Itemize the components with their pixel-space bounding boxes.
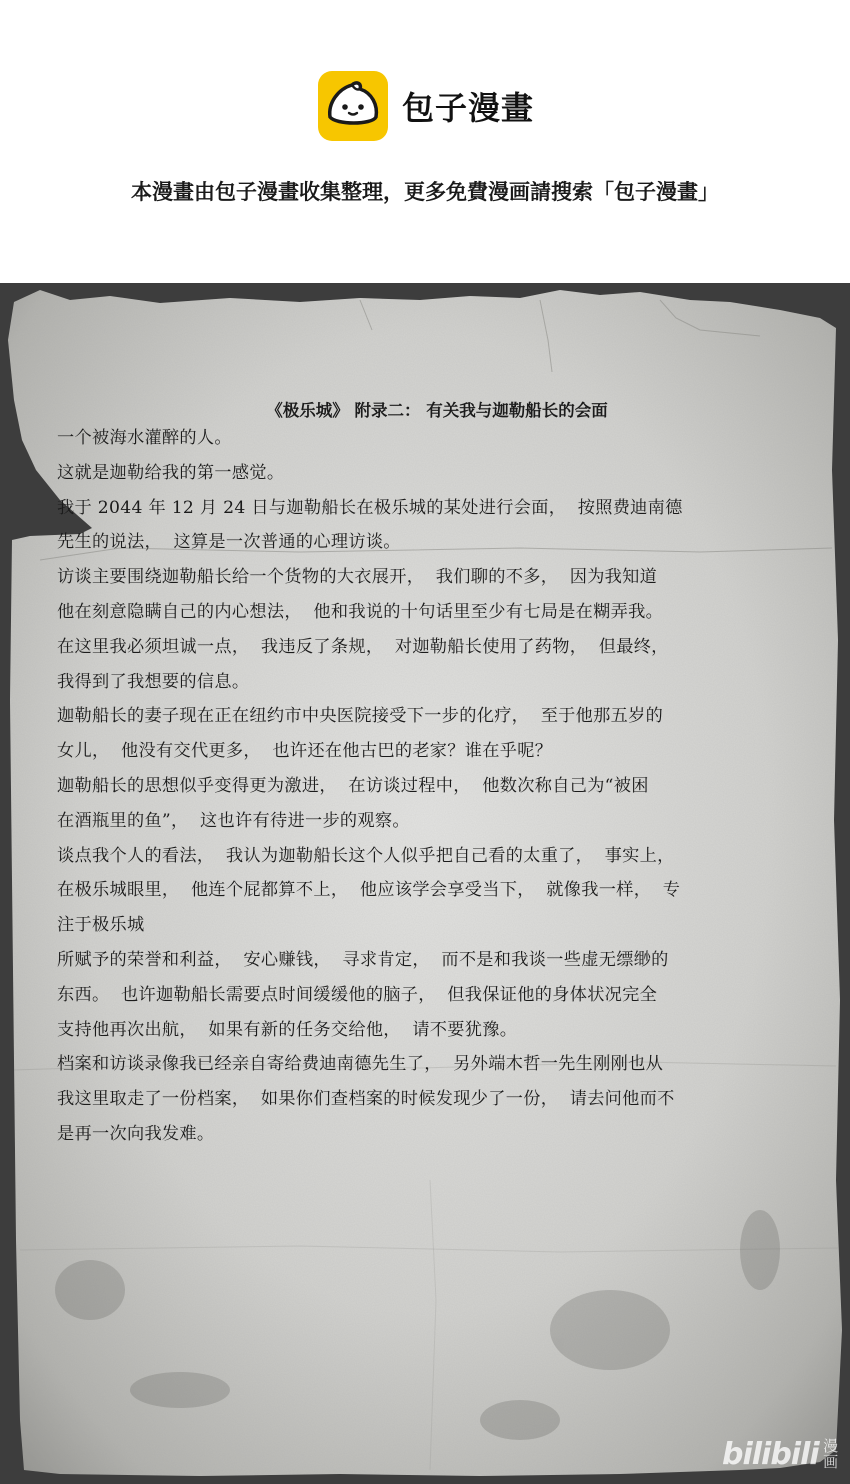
letter-body	[57, 397, 797, 1152]
letter-line: 支持他再次出航， 如果有新的任务交给他， 请不要犹豫。	[57, 1019, 518, 1040]
banner-notice: 本漫畫由包子漫畫收集整理，更多免費漫画請搜索「包子漫畫」	[131, 180, 719, 204]
letter-line: 在这里我必须坦诚一点， 我违反了条规， 对迦勒船长使用了药物， 但最终，	[57, 636, 669, 657]
letter-line: 访谈主要围绕迦勒船长给一个货物的大衣展开， 我们聊的不多， 因为我知道	[57, 567, 658, 588]
brand-name: 包子漫畫	[402, 89, 535, 127]
letter-line: 所赋予的荣誉和利益， 安心赚钱， 寻求肯定， 而不是和我谈一些虚无缥缈的	[57, 949, 669, 970]
letter-line: 我这里取走了一份档案， 如果你们查档案的时候发现少了一份， 请去问他而不	[57, 1089, 675, 1110]
letter-line: 迦勒船长的思想似乎变得更为激进， 在访谈过程中， 他数次称自己为“被困	[57, 775, 649, 796]
letter-line: 女儿， 他没有交代更多， 也许还在他古巴的老家？谁在乎呢？	[57, 741, 553, 762]
letter-line: 这就是迦勒给我的第一感觉。	[57, 462, 285, 483]
letter-line: 注于极乐城	[57, 915, 145, 936]
letter-line: 我得到了我想要的信息。	[57, 671, 250, 692]
letter-line: 谈点我个人的看法， 我认为迦勒船长这个人似乎把自己看的太重了， 事实上，	[57, 845, 675, 866]
letter-line: 在酒瓶里的鱼”， 这也许有待进一步的观察。	[57, 810, 410, 831]
letter-line: 一个被海水灌醉的人。	[57, 428, 232, 448]
letter-line: 东西。 也许迦勒船长需要点时间缓缓他的脑子， 但我保证他的身体状况完全	[57, 984, 658, 1005]
letter-line: 档案和访谈录像我已经亲自寄给费迪南德先生了， 另外端木哲一先生刚刚也从	[57, 1054, 664, 1075]
bilibili-watermark	[722, 1434, 840, 1474]
letter-line: 他在刻意隐瞒自己的内心想法， 他和我说的十句话里至少有七局是在糊弄我。	[57, 601, 664, 622]
letter-line: 在极乐城眼里， 他连个屁都算不上， 他应该学会享受当下， 就像我一样， 专	[57, 880, 681, 901]
letter-line: 我于 2044 年 12 月 24 日与迦勒船长在极乐城的某处进行会面， 按照费迪南德	[57, 497, 683, 518]
letter-lines	[57, 421, 797, 1152]
letter-title: 《极乐城》 附录二： 有关我与迦勒船长的会面	[266, 401, 608, 420]
watermark-sub: 漫画	[823, 1437, 839, 1471]
letter-line: 是再一次向我发难。	[57, 1123, 215, 1144]
letter-line: 先生的说法， 这算是一次普通的心理访谈。	[57, 532, 401, 553]
watermark-brand: bilibili	[722, 1436, 819, 1472]
letter-line: 迦勒船长的妻子现在正在纽约市中央医院接受下一步的化疗， 至于他那五岁的	[57, 706, 664, 727]
